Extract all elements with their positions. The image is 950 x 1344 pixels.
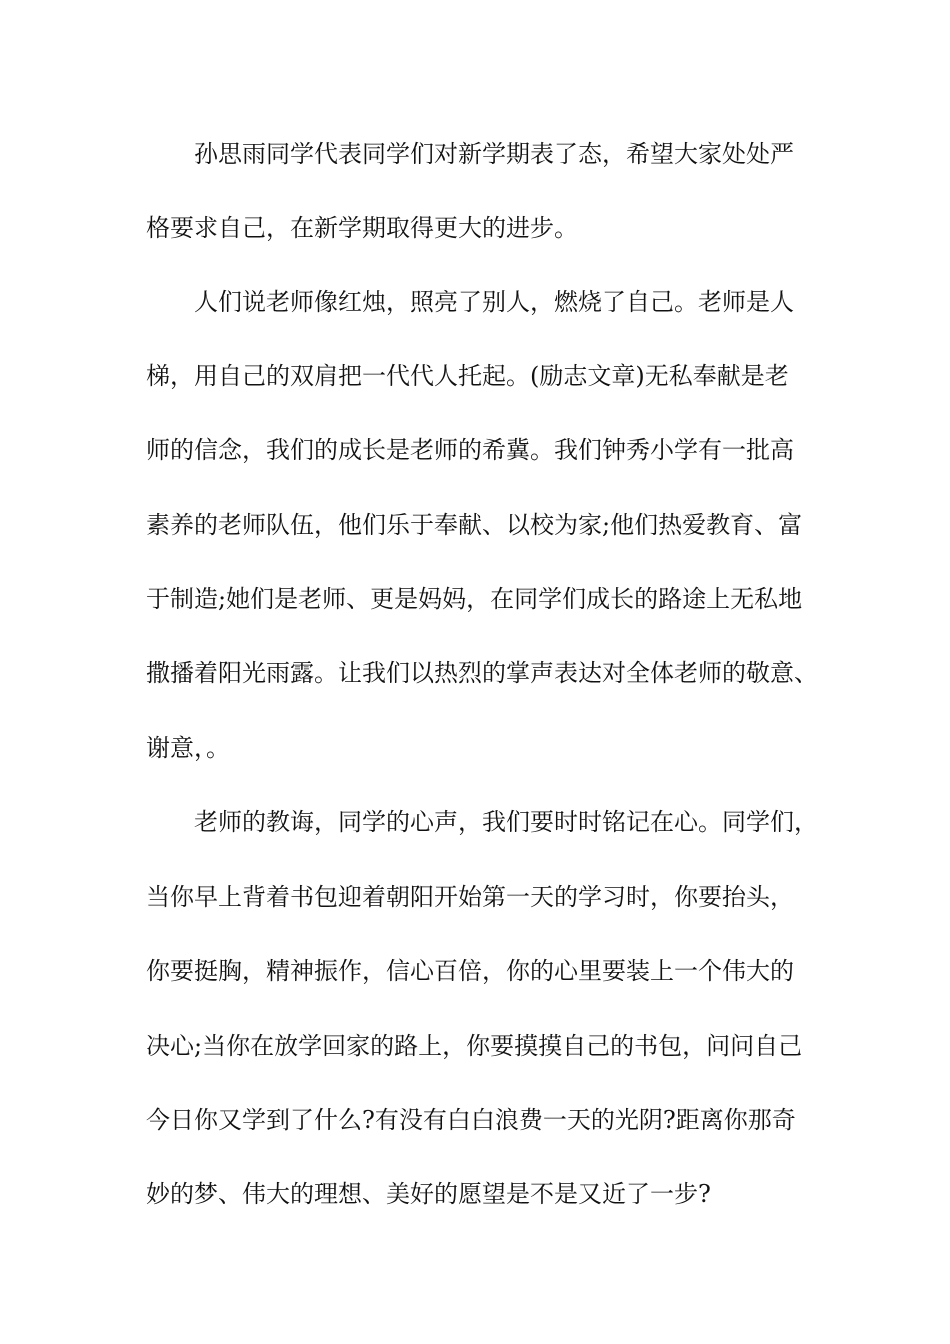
text-line: 师的信念，我们的成长是老师的希冀。我们钟秀小学有一批高 (146, 436, 794, 464)
text-line: 素养的老师队伍，他们乐于奉献、以校为家;他们热爱教育、富 (146, 511, 803, 539)
text-line: 人们说老师像红烛，照亮了别人，燃烧了自己。老师是人 (194, 288, 794, 316)
text-line: 决心;当你在放学回家的路上，你要摸摸自己的书包，问问自己 (146, 1032, 803, 1060)
text-line: 你要挺胸，精神振作，信心百倍，你的心里要装上一个伟大的 (146, 957, 794, 985)
text-line: 妙的梦、伟大的理想、美好的愿望是不是又近了一步? (146, 1180, 711, 1208)
text-line: 格要求自己，在新学期取得更大的进步。 (146, 214, 578, 242)
text-line: 当你早上背着书包迎着朝阳开始第一天的学习时，你要抬头， (146, 883, 794, 911)
text-line: 今日你又学到了什么?有没有白白浪费一天的光阴?距离你那奇 (146, 1106, 796, 1134)
text-line: 梯，用自己的双肩把一代代人托起。(励志文章)无私奉献是老 (146, 362, 789, 390)
text-line: 撒播着阳光雨露。让我们以热烈的掌声表达对全体老师的敬意、 (146, 659, 818, 687)
text-line: 老师的教诲，同学的心声，我们要时时铭记在心。同学们， (194, 808, 818, 836)
text-line: 谢意，。 (146, 734, 230, 762)
text-line: 孙思雨同学代表同学们对新学期表了态，希望大家处处严 (194, 140, 794, 168)
text-line: 于制造;她们是老师、更是妈妈，在同学们成长的路途上无私地 (146, 585, 803, 613)
